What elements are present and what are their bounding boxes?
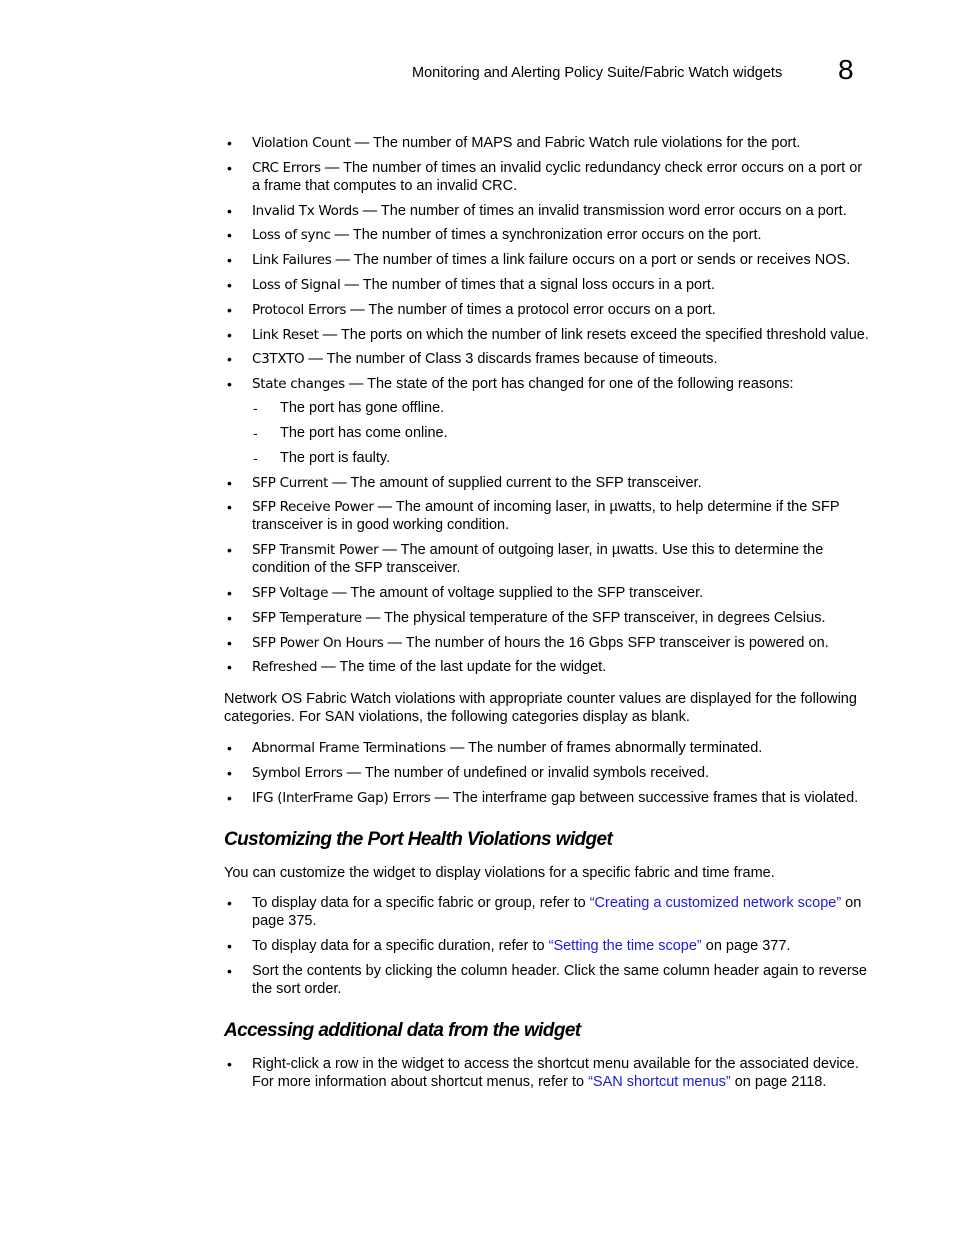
item-term: SFP Current (252, 474, 329, 491)
sub-item-text: The port is faulty. (280, 449, 391, 466)
state-change-reasons-list (252, 399, 872, 467)
item-text: Sort the contents by clicking the column header. Click the same column header again to reverse the sort order. (252, 962, 867, 997)
item-description: — The number of frames abnormally terminated. (445, 740, 763, 757)
page-body (224, 134, 872, 1097)
item-description: — The amount of supplied current to the SFP transceiver. (328, 474, 702, 491)
item-term: Link Failures (252, 252, 332, 269)
list-item: • Right-click a row in the widget to access the shortcut menu available for the associated device. For more information about shortcut menus, refer to “SAN shortcut menus” on page 2118. (227, 1055, 859, 1090)
link-san-shortcut-menus[interactable]: “SAN shortcut menus” (588, 1073, 731, 1090)
item-term: SFP Voltage (252, 584, 329, 601)
item-description: — The physical temperature of the SFP transceiver, in degrees Celsius. (361, 609, 826, 626)
sub-list-item: - The port has come online. (253, 424, 448, 441)
sub-list-item: - The port has gone offline. (253, 400, 445, 417)
customize-list (224, 894, 872, 998)
list-item: • C3TXTO — The number of Class 3 discards frames because of timeouts. (227, 351, 718, 368)
list-item: • SFP Receive Power — The amount of incoming laser, in µwatts, to help determine if the SFP transceiver is in good working condition. (227, 499, 840, 534)
running-header-title: Monitoring and Alerting Policy Suite/Fabric Watch widgets (412, 65, 783, 81)
item-term: IFG (InterFrame Gap) Errors (252, 789, 431, 806)
item-term: C3TXTO (252, 351, 305, 368)
item-term: Link Reset (252, 326, 319, 343)
accessing-list (224, 1055, 872, 1091)
section-heading-accessing: Accessing additional data from the widget (224, 1019, 581, 1041)
list-item: • SFP Temperature — The physical temperature of the SFP transceiver, in degrees Celsius. (227, 609, 826, 626)
list-item: • SFP Transmit Power — The amount of outgoing laser, in µwatts. Use this to determine the condition of the SFP transceiver. (227, 542, 824, 577)
list-item: • CRC Errors — The number of times an invalid cyclic redundancy check error occurs on a port or a frame that computes to an invalid CRC. (227, 159, 863, 194)
link-time-scope[interactable]: “Setting the time scope” (548, 937, 702, 954)
item-description: — The interframe gap between successive frames that is violated. (430, 789, 859, 806)
item-term: SFP Transmit Power (252, 542, 379, 559)
item-text: on page 375. (252, 894, 862, 929)
item-description: — The amount of voltage supplied to the SFP transceiver. (328, 584, 704, 601)
item-term: CRC Errors (252, 159, 321, 176)
item-description: — The number of hours the 16 Gbps SFP transceiver is powered on. (383, 634, 829, 651)
sub-item-text: The port has gone offline. (280, 400, 445, 417)
item-term: SFP Power On Hours (252, 634, 384, 651)
item-description: — The time of the last update for the widget. (317, 659, 607, 676)
item-text: To display data for a specific fabric or group, refer to (252, 894, 590, 911)
list-item: • SFP Power On Hours — The number of hours the 16 Gbps SFP transceiver is powered on. (227, 634, 829, 651)
item-description: — The number of times a link failure occurs on a port or sends or receives NOS. (331, 252, 851, 269)
item-description: — The number of times an invalid cyclic redundancy check error occurs on a port or a frame that computes to an invalid CRC. (252, 159, 863, 194)
item-description: — The amount of outgoing laser, in µwatts. Use this to determine the condition of the SFP transceiver. (252, 542, 824, 577)
sub-list-item: - The port is faulty. (253, 449, 391, 466)
item-description: — The ports on which the number of link resets exceed the specified threshold value. (318, 326, 869, 343)
item-term: Invalid Tx Words (252, 202, 359, 219)
customize-intro: You can customize the widget to display violations for a specific fabric and time frame. (224, 864, 775, 881)
chapter-number: 8 (838, 54, 854, 85)
list-item: • Loss of sync — The number of times a synchronization error occurs on the port. (227, 227, 762, 244)
item-term: Loss of sync (252, 227, 331, 244)
item-description: — The number of times that a signal loss occurs in a port. (340, 276, 715, 293)
item-text: To display data for a specific duration, refer to (252, 937, 549, 954)
network-os-categories-list (224, 739, 872, 807)
item-description: — The number of times a protocol error occurs on a port. (346, 301, 716, 318)
port-metrics-list (224, 134, 872, 676)
item-term: Loss of Signal (252, 276, 341, 293)
item-description: — The number of undefined or invalid symbols received. (342, 765, 710, 782)
list-item: • SFP Voltage — The amount of voltage supplied to the SFP transceiver. (227, 584, 704, 601)
section-heading-customizing: Customizing the Port Health Violations widget (224, 828, 613, 850)
item-term: Abnormal Frame Terminations (252, 740, 446, 757)
list-item: • SFP Current — The amount of supplied current to the SFP transceiver. (227, 474, 702, 491)
network-os-paragraph: Network OS Fabric Watch violations with appropriate counter values are displayed for the following categories. For SAN violations, the following categories display as blank. (224, 691, 857, 726)
list-item: • Symbol Errors — The number of undefined or invalid symbols received. (227, 765, 710, 782)
list-item: • Sort the contents by clicking the column header. Click the same column header again to reverse the sort order. (227, 962, 867, 997)
list-item: • Loss of Signal — The number of times that a signal loss occurs in a port. (227, 276, 715, 293)
item-description: — The state of the port has changed for one of the following reasons: (344, 376, 794, 393)
item-term: SFP Temperature (252, 609, 362, 626)
item-term: Violation Count (252, 135, 351, 151)
item-term: SFP Receive Power (252, 499, 374, 516)
item-description: — The number of Class 3 discards frames because of timeouts. (304, 351, 718, 368)
list-item: • Violation Count — The number of MAPS and Fabric Watch rule violations for the port. (227, 135, 801, 151)
list-item: • To display data for a specific duration, refer to “Setting the time scope” on page 377. (227, 937, 791, 954)
list-item: • Link Reset — The ports on which the number of link resets exceed the specified threshold value. (227, 326, 869, 343)
list-item: • IFG (InterFrame Gap) Errors — The interframe gap between successive frames that is violated. (227, 789, 859, 806)
item-text: on page 377. (701, 937, 791, 954)
list-item: • Link Failures — The number of times a link failure occurs on a port or sends or receives NOS. (227, 252, 851, 269)
item-term: Symbol Errors (252, 765, 343, 782)
list-item: • Refreshed — The time of the last update for the widget. (227, 659, 607, 676)
item-term: Protocol Errors (252, 301, 347, 318)
item-description: — The number of times an invalid transmission word error occurs on a port. (358, 202, 847, 219)
list-item: • To display data for a specific fabric or group, refer to “Creating a customized network scope” on page 375. (227, 894, 862, 929)
list-item: • Invalid Tx Words — The number of times an invalid transmission word error occurs on a port. (227, 202, 847, 219)
list-item: • Protocol Errors — The number of times a protocol error occurs on a port. (227, 301, 716, 318)
list-item: • State changes — The state of the port has changed for one of the following reasons: - The port has gone offline. - The port has come online. - The port is faulty. (224, 375, 872, 467)
item-description: — The amount of incoming laser, in µwatts, to help determine if the SFP transceiver is in good working condition. (252, 499, 840, 534)
list-item: • Abnormal Frame Terminations — The number of frames abnormally terminated. (227, 740, 763, 757)
item-text: on page 2118. (730, 1073, 827, 1090)
sub-item-text: The port has come online. (280, 424, 448, 441)
item-description: — The number of times a synchronization error occurs on the port. (330, 227, 762, 244)
item-term: State changes (252, 376, 345, 393)
item-description: — The number of MAPS and Fabric Watch rule violations for the port. (350, 135, 801, 151)
link-network-scope[interactable]: “Creating a customized network scope” (589, 894, 842, 911)
item-text: Right-click a row in the widget to access the shortcut menu available for the associated device. For more information about shortcut menus, refer to (252, 1055, 859, 1090)
item-term: Refreshed (252, 659, 318, 676)
